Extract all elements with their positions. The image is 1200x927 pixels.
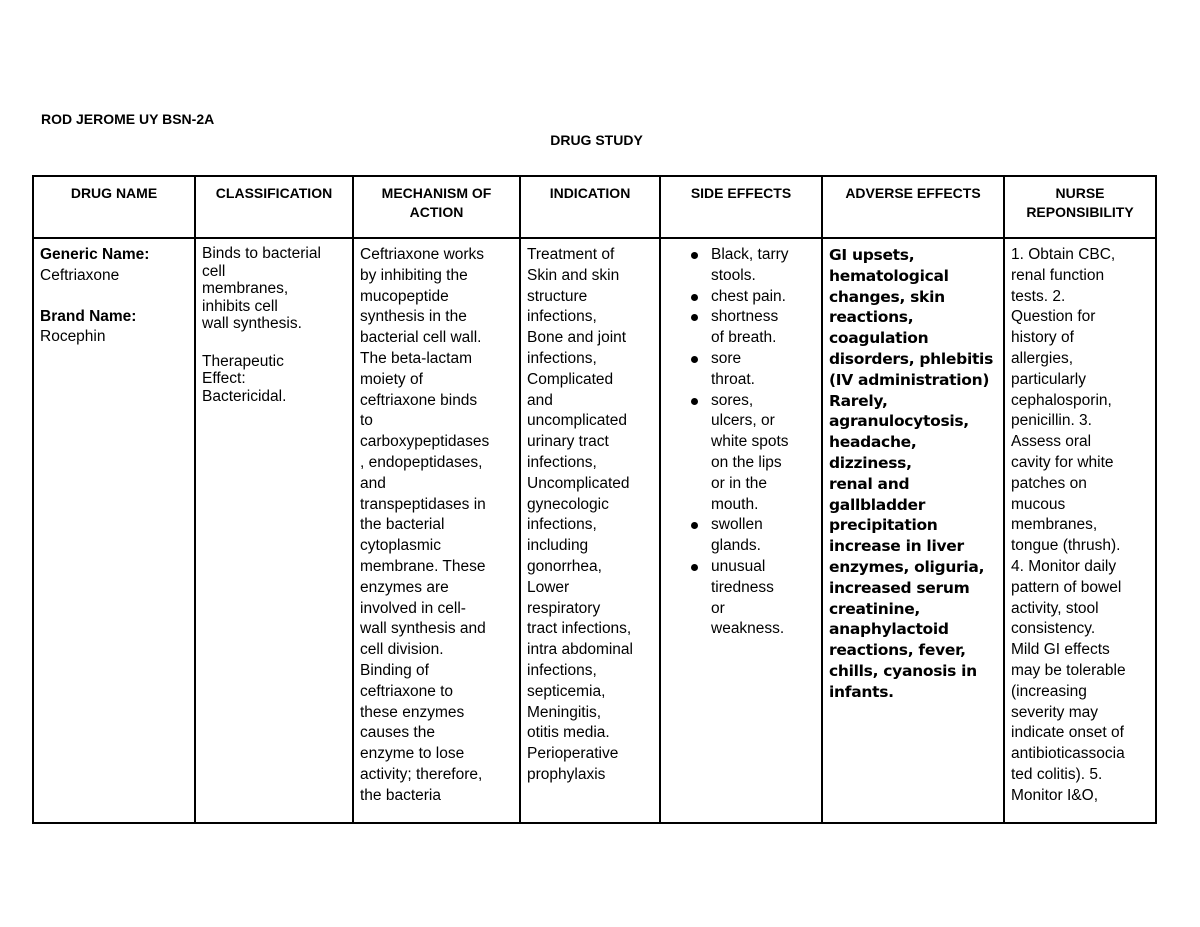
bullet-icon	[691, 294, 698, 301]
brand-name-label: Brand Name:	[40, 307, 137, 325]
list-item: shortness of breath.	[691, 307, 815, 349]
list-item: sore throat.	[691, 349, 815, 391]
column-header-indication: INDICATION	[520, 176, 660, 238]
document-title: DRUG STUDY	[550, 132, 643, 148]
column-header-mechanism: MECHANISM OF ACTION	[353, 176, 520, 238]
bullet-icon	[691, 398, 698, 405]
list-item: Black, tarry stools.	[691, 245, 815, 287]
adverse-effects-cell: GI upsets, hematological changes, skin reactions, coagulation disorders, phlebitis (IV administration) Rarely, agranulocytosis, headache, dizziness, renal and gallbladder precipitation increase in liver enzymes, oliguria, increased serum creatinine, anaphylactoid reactions, fever, chills, cyanosis in infants.	[822, 238, 1004, 823]
table-header-row	[33, 176, 1156, 238]
bullet-icon	[691, 252, 698, 259]
generic-name-value: Ceftriaxone	[40, 266, 120, 284]
classification-cell	[195, 238, 353, 823]
column-header-classification: CLASSIFICATION	[195, 176, 353, 238]
brand-name-value: Rocephin	[40, 328, 106, 346]
table-row	[33, 238, 1156, 823]
bullet-icon	[691, 356, 698, 363]
list-item: unusual tiredness or weakness.	[691, 557, 815, 640]
column-header-nurse-responsibility: NURSE REPONSIBILITY	[1004, 176, 1156, 238]
bullet-icon	[691, 564, 698, 571]
column-header-drug-name: DRUG NAME	[33, 176, 195, 238]
side-effects-list	[667, 245, 815, 640]
generic-name-label: Generic Name:	[40, 246, 150, 263]
mechanism-cell: Ceftriaxone works by inhibiting the mucopeptide synthesis in the bacterial cell wall. The beta-lactam moiety of ceftriaxone binds to carboxypeptidases , endopeptidases, and transpeptidases in the bacterial cytoplasmic membrane. These enzymes are involved in cell- wall synthesis and cell division. Binding of ceftriaxone to these enzymes causes the enzyme to lose activity; therefore, the bacteria	[353, 238, 520, 823]
column-header-side-effects: SIDE EFFECTS	[660, 176, 822, 238]
column-header-adverse-effects: ADVERSE EFFECTS	[822, 176, 1004, 238]
list-item: sores, ulcers, or white spots on the lips or in the mouth.	[691, 391, 815, 516]
classification-description: Binds to bacterial cell membranes, inhibits cell wall synthesis.	[202, 245, 321, 332]
drug-study-table	[32, 175, 1157, 824]
list-item: chest pain.	[691, 287, 815, 308]
indication-cell: Treatment of Skin and skin structure infections, Bone and joint infections, Complicated and uncomplicated urinary tract infections, Uncomplicated gynecologic infections, including gonorrhea, Lower respiratory tract infections, intra abdominal infections, septicemia, Meningitis, otitis media. Perioperative prophylaxis	[520, 238, 660, 823]
bullet-icon	[691, 522, 698, 529]
therapeutic-effect: Therapeutic Effect: Bactericidal.	[202, 352, 287, 405]
side-effects-cell	[660, 238, 822, 823]
bullet-icon	[691, 314, 698, 321]
list-item: swollen glands.	[691, 515, 815, 557]
drug-name-cell	[33, 238, 195, 823]
nurse-responsibility-cell: 1. Obtain CBC, renal function tests. 2. Question for history of allergies, particularly cephalosporin, penicillin. 3. Assess oral cavity for white patches on mucous membranes, tongue (thrush). 4. Monitor daily pattern of bowel activity, stool consistency. Mild GI effects may be tolerable (increasing severity may indicate onset of antibioticassocia ted colitis). 5. Monitor I&O,	[1004, 238, 1156, 823]
student-name: ROD JEROME UY BSN-2A	[41, 111, 215, 127]
